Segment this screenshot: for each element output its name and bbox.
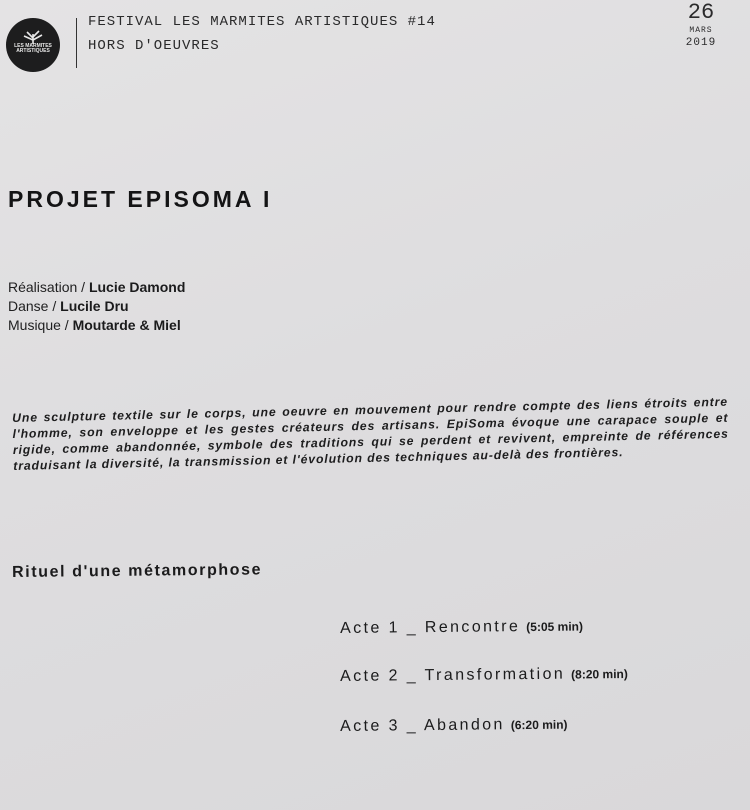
act-duration: (6:20 min) [510, 717, 568, 733]
logo-text: LES MARMITES ARTISTIQUES [14, 43, 52, 54]
credit-name: Lucile Dru [60, 298, 129, 314]
credit-role: Musique / [8, 317, 73, 333]
festival-name: FESTIVAL LES MARMITES ARTISTIQUES #14 [88, 14, 436, 30]
credit-role: Réalisation / [8, 279, 89, 295]
act-label: Acte 2 _ Transformation [340, 665, 566, 685]
header-divider [76, 18, 77, 68]
credit-name: Moutarde & Miel [72, 317, 181, 333]
date-day: 26 [687, 0, 715, 25]
section-title: Rituel d'une métamorphose [12, 561, 263, 581]
date-month: MARS [689, 26, 713, 35]
credit-row [8, 316, 185, 335]
credit-row [8, 278, 185, 297]
festival-logo [6, 18, 60, 72]
page-title: PROJET EPISOMA I [8, 186, 273, 212]
act-label: Acte 3 _ Abandon [340, 716, 505, 735]
act-duration: (8:20 min) [571, 666, 628, 682]
act-duration: (5:05 min) [526, 619, 584, 635]
credits [8, 278, 185, 335]
festival-subtitle: HORS D'OEUVRES [88, 38, 220, 54]
synopsis-paragraph: Une sculpture textile sur le corps, une oeuvre en mouvement pour rendre compte des liens étroits entre l'homme, son enveloppe et les gestes créateurs des artisans. EpiSoma évoque une carapace souple et rigide, comme abandonnée, symbole des traditions qui se perdent et revivent, empreinte de références traduisant la diversité, la transmission et l'évolution des techniques au-delà des frontières. [12, 394, 729, 473]
act-item [340, 716, 568, 736]
credit-name: Lucie Damond [88, 279, 186, 295]
credit-row [8, 297, 185, 316]
date-year: 2019 [685, 37, 717, 49]
act-item [340, 617, 583, 638]
credit-role: Danse / [8, 298, 61, 314]
leaf-sprig-icon [20, 30, 46, 44]
act-label: Acte 1 _ Rencontre [340, 618, 521, 637]
act-item [340, 665, 628, 686]
